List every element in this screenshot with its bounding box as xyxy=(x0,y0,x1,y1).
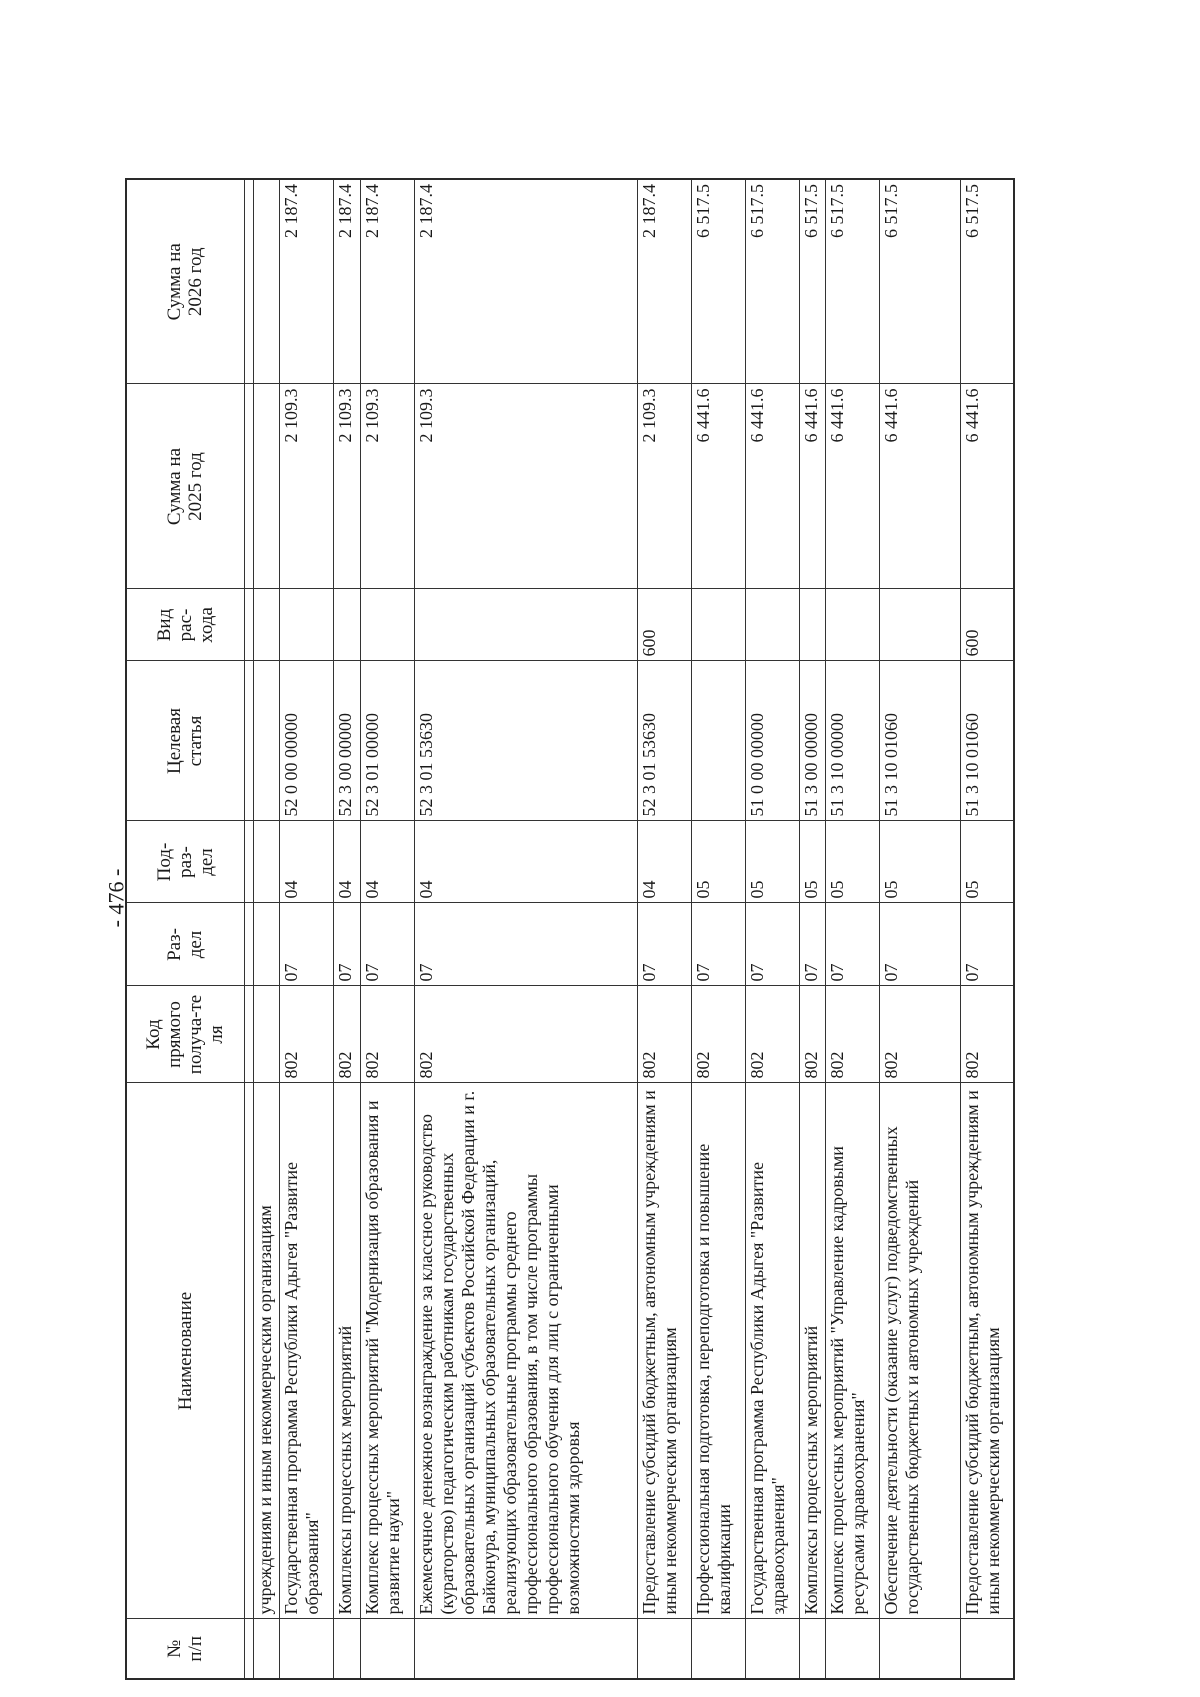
row-name: Комплекс процессных мероприятий "Модернизация образования и развитие науки" xyxy=(360,1083,414,1619)
row-sum-2025: 6 441.6 xyxy=(960,384,1014,589)
row-num xyxy=(745,1619,799,1679)
row-section: 07 xyxy=(334,903,361,986)
row-target-article xyxy=(692,661,746,821)
row-target-article xyxy=(253,661,280,821)
table-row xyxy=(253,179,280,1679)
table-row xyxy=(745,179,799,1679)
row-expense-type xyxy=(880,589,961,661)
row-sum-2026: 2 187.4 xyxy=(360,179,414,384)
row-num xyxy=(880,1619,961,1679)
row-target-article: 52 3 00 00000 xyxy=(334,661,361,821)
row-subsection xyxy=(253,821,280,903)
row-expense-type xyxy=(334,589,361,661)
row-sum-2026: 6 517.5 xyxy=(960,179,1014,384)
row-expense-type: 600 xyxy=(960,589,1014,661)
header-subsection: Под- раз- дел xyxy=(126,821,244,903)
row-subsection: 04 xyxy=(334,821,361,903)
row-name: Ежемесячное денежное вознаграждение за классное руководство (кураторство) педагогическим работникам государственных образовательных организаций субъектов Российской Федерации и г. Байконура, муниципальных образовательных организаций, реализующих образовательные программы среднего профессионального образования, в том числе программы профессионального обучения для лиц с ограниченными возможностями здоровья xyxy=(414,1083,638,1619)
table-header-row xyxy=(126,179,244,1679)
table-row xyxy=(638,179,692,1679)
row-sum-2026: 2 187.4 xyxy=(638,179,692,384)
row-num xyxy=(280,1619,334,1679)
row-recipient-code: 802 xyxy=(826,986,880,1083)
row-subsection: 05 xyxy=(880,821,961,903)
table-row xyxy=(414,179,638,1679)
row-expense-type xyxy=(253,589,280,661)
row-subsection: 04 xyxy=(638,821,692,903)
row-section: 07 xyxy=(960,903,1014,986)
row-sum-2026: 6 517.5 xyxy=(745,179,799,384)
row-num xyxy=(799,1619,826,1679)
row-sum-2025: 6 441.6 xyxy=(745,384,799,589)
row-recipient-code: 802 xyxy=(960,986,1014,1083)
table-row xyxy=(360,179,414,1679)
header-expense-type: Вид рас- хода xyxy=(126,589,244,661)
row-name: Предоставление субсидий бюджетным, автономным учреждениям и иным некоммерческим организациям xyxy=(638,1083,692,1619)
header-name: Наименование xyxy=(126,1083,244,1619)
row-section: 07 xyxy=(692,903,746,986)
row-subsection: 04 xyxy=(414,821,638,903)
row-section: 07 xyxy=(799,903,826,986)
row-name: Профессиональная подготовка, переподготовка и повышение квалификации xyxy=(692,1083,746,1619)
row-sum-2026: 2 187.4 xyxy=(334,179,361,384)
row-sum-2025: 6 441.6 xyxy=(692,384,746,589)
row-section: 07 xyxy=(280,903,334,986)
header-sum-2026: Сумма на 2026 год xyxy=(126,179,244,384)
row-expense-type xyxy=(692,589,746,661)
row-sum-2025: 6 441.6 xyxy=(799,384,826,589)
row-subsection: 05 xyxy=(692,821,746,903)
row-sum-2026: 2 187.4 xyxy=(280,179,334,384)
row-target-article: 51 3 10 00000 xyxy=(826,661,880,821)
row-target-article: 51 3 10 01060 xyxy=(880,661,961,821)
row-section: 07 xyxy=(745,903,799,986)
row-recipient-code: 802 xyxy=(799,986,826,1083)
row-section xyxy=(253,903,280,986)
row-subsection: 04 xyxy=(360,821,414,903)
budget-table xyxy=(125,178,1015,1680)
row-name: Государственная программа Республики Адыгея "Развитие образования" xyxy=(280,1083,334,1619)
table-row xyxy=(799,179,826,1679)
row-sum-2026: 2 187.4 xyxy=(414,179,638,384)
row-expense-type xyxy=(745,589,799,661)
header-target-article: Целевая статья xyxy=(126,661,244,821)
header-num: № п/п xyxy=(126,1619,244,1679)
row-subsection: 05 xyxy=(960,821,1014,903)
row-sum-2025: 2 109.3 xyxy=(360,384,414,589)
row-sum-2026: 6 517.5 xyxy=(799,179,826,384)
row-section: 07 xyxy=(880,903,961,986)
header-section: Раз- дел xyxy=(126,903,244,986)
row-section: 07 xyxy=(414,903,638,986)
row-sum-2025: 2 109.3 xyxy=(638,384,692,589)
table-spacer-row xyxy=(244,179,253,1679)
row-sum-2025: 2 109.3 xyxy=(414,384,638,589)
row-num xyxy=(414,1619,638,1679)
row-subsection: 05 xyxy=(745,821,799,903)
row-num xyxy=(960,1619,1014,1679)
table-row xyxy=(960,179,1014,1679)
row-target-article: 51 0 00 00000 xyxy=(745,661,799,821)
row-sum-2025: 6 441.6 xyxy=(880,384,961,589)
row-name: Комплексы процессных мероприятий xyxy=(799,1083,826,1619)
row-sum-2025: 2 109.3 xyxy=(334,384,361,589)
table-row xyxy=(334,179,361,1679)
table-row xyxy=(280,179,334,1679)
row-subsection: 05 xyxy=(826,821,880,903)
row-target-article: 52 3 01 00000 xyxy=(360,661,414,821)
row-name: Предоставление субсидий бюджетным, автономным учреждениям и иным некоммерческим организациям xyxy=(960,1083,1014,1619)
row-section: 07 xyxy=(360,903,414,986)
row-target-article: 52 3 01 53630 xyxy=(638,661,692,821)
row-recipient-code: 802 xyxy=(360,986,414,1083)
row-expense-type: 600 xyxy=(638,589,692,661)
row-expense-type xyxy=(280,589,334,661)
row-sum-2026 xyxy=(253,179,280,384)
row-num xyxy=(692,1619,746,1679)
row-num xyxy=(360,1619,414,1679)
row-target-article: 52 0 00 00000 xyxy=(280,661,334,821)
row-sum-2026: 6 517.5 xyxy=(692,179,746,384)
row-subsection: 05 xyxy=(799,821,826,903)
row-expense-type xyxy=(826,589,880,661)
row-name: Комплексы процессных мероприятий xyxy=(334,1083,361,1619)
row-target-article: 52 3 01 53630 xyxy=(414,661,638,821)
header-recipient-code: Код прямого получа-те ля xyxy=(126,986,244,1083)
row-target-article: 51 3 00 00000 xyxy=(799,661,826,821)
row-subsection: 04 xyxy=(280,821,334,903)
table-body xyxy=(253,179,1014,1679)
row-recipient-code: 802 xyxy=(280,986,334,1083)
row-num xyxy=(253,1619,280,1679)
row-sum-2025 xyxy=(253,384,280,589)
row-name: Обеспечение деятельности (оказание услуг) подведомственных государственных бюджетных и автономных учреждений xyxy=(880,1083,961,1619)
row-target-article: 51 3 10 01060 xyxy=(960,661,1014,821)
row-name: Комплекс процессных мероприятий "Управление кадровыми ресурсами здравоохранения" xyxy=(826,1083,880,1619)
row-name: Государственная программа Республики Адыгея "Развитие здравоохранения" xyxy=(745,1083,799,1619)
row-recipient-code: 802 xyxy=(638,986,692,1083)
row-sum-2026: 6 517.5 xyxy=(826,179,880,384)
row-recipient-code: 802 xyxy=(414,986,638,1083)
row-recipient-code: 802 xyxy=(334,986,361,1083)
row-expense-type xyxy=(799,589,826,661)
row-num xyxy=(826,1619,880,1679)
row-section: 07 xyxy=(638,903,692,986)
row-section: 07 xyxy=(826,903,880,986)
header-sum-2025: Сумма на 2025 год xyxy=(126,384,244,589)
row-sum-2025: 2 109.3 xyxy=(280,384,334,589)
row-recipient-code xyxy=(253,986,280,1083)
row-num xyxy=(638,1619,692,1679)
row-expense-type xyxy=(360,589,414,661)
row-recipient-code: 802 xyxy=(880,986,961,1083)
row-name: учреждениям и иным некоммерческим организациям xyxy=(253,1083,280,1619)
table-row xyxy=(826,179,880,1679)
row-expense-type xyxy=(414,589,638,661)
row-sum-2026: 6 517.5 xyxy=(880,179,961,384)
row-sum-2025: 6 441.6 xyxy=(826,384,880,589)
row-recipient-code: 802 xyxy=(692,986,746,1083)
budget-table-container xyxy=(125,180,1015,1680)
row-num xyxy=(334,1619,361,1679)
table-row xyxy=(692,179,746,1679)
row-recipient-code: 802 xyxy=(745,986,799,1083)
table-row xyxy=(880,179,961,1679)
page-number-text: - 476 - xyxy=(103,868,128,928)
